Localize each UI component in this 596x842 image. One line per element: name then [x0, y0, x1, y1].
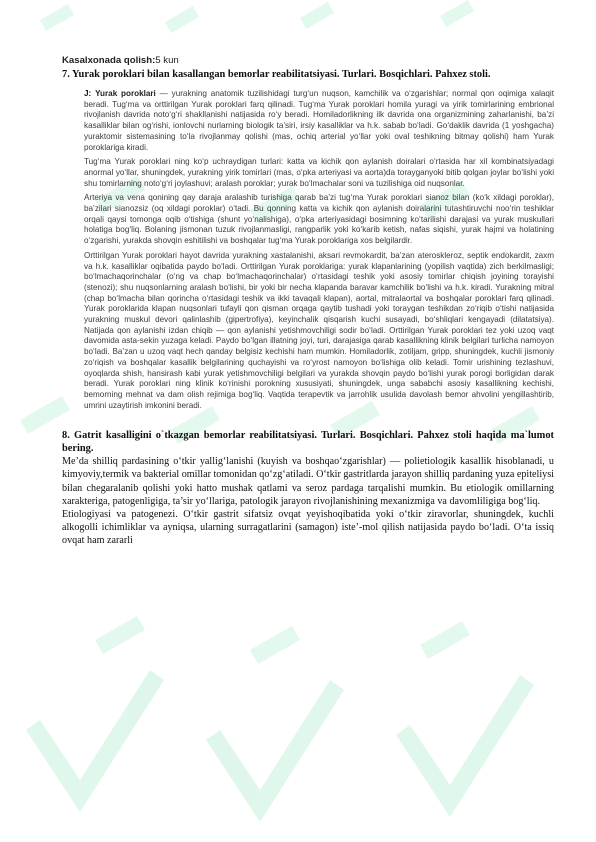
question-8-paragraph-1: Me’da shilliq pardasining o‘tkir yallig‘lanishi (kuyish va boshqao‘zgarishlar) — polietiologik kasallik hisoblanadi, u kimyoviy,termik va bakterial omillar tomonidan qo‘zg‘atiladi. O‘tkir gastritlarda jarayon shilliq pardaning yuza epiteliysi bilan chegaralanib qolishi yoki hatto mushak qatlami va seroz pardaga tarqalishi mumkin. Bu etiologik omillarning xarakteriga, patogenligiga, ta’sir yo‘llariga, patologik jarayon rivojlanishining mexanizmiga va davomliligiga bog‘liq.: [62, 456, 554, 507]
page-content: [62, 55, 554, 547]
question-7-heading: 7. Yurak poroklari bilan kasallangan bemorlar reabilitatsiyasi. Turlari. Bosqichlari. Pahxez stoli.: [62, 69, 491, 80]
question-8-heading: 8. Gatrit kasalligini o`tkazgan bemorlar reabilitatsiyasi. Turlari. Bosqichlari. Pahxez stoli haqida ma`lumot bering.: [62, 430, 554, 455]
answer-paragraph-4: Orttirilgan Yurak poroklari hayot davrida yurakning xastalanishi, aksari revmokardit, ba’zan ateroskleroz, septik endokardit, zaxm va h.k. kasalliklar oqibatida paydo bo‘ladi. Orttirilgan Yurak poroklariga: yurak klapanlarining (yopilish vaqtida) zich berkilmasligi; bo‘lmachaqorinchalar (o‘ng va chap bo‘lmachaqorinchalar) o‘rtasidagi teshik yoki asosiy tomirlar chiqish joyining torayishi (stenozi); shu nuqsonlarning aralash bo‘lishi, bir yoki bir necha klapanda baravar kamchilik bo‘lishi va h.k. kiradi. Yurakning mitral (chap bo‘lmacha bilan qorincha o‘rtasidagi teshik va ikki tavaqali klapan), aortal, mitralaortal va boshqalar poroklari farq qilinadi. Yurak poroklarida klapan nuqsonlari tufayli qon qisman orqaga qaytib tushadi yoki toraygan teshikdan zo‘riqib o‘tishi natijasida yurakning muskul devori qalinlashib (gipertrofiya), keyinchalik qisqarish kuchi susayadi, bo‘shliqlari kengayadi (dilatatsiya). Natijada qon aylanishi izdan chiqib — qon aylanishi yetishmovchiligi sodir bo‘ladi. Orttirilgan Yurak poroklari tez yoki uzoq vaqt davomida asta-sekin yuzaga keladi. Paydo bo‘lgan illatning joyi, turi, darajasiga qarab kasallikning klinik belgilari turlicha namoyon bo‘ladi. Ba’zan u uzoq vaqt hech qanday belgisiz kechishi ham mumkin. Homiladorlik, zotiljam, gripp, shuningdek, kuchli jismoniy zo‘riqish va boshqalar kasallik belgilarining quchayishi va ro‘yrost namoyon bo‘lishiga olib keladi. Tomir urishining tezlashuvi, oyoqlarda shish, hansirash kabi yurak yetishmovchiligi belgilari va yurakda shovqin paydo bo‘lishi yurak porogi borligidan darak beradi. Yurak poroklari ning klinik ko‘rinishi porokning xususiyati, shuningdek, unga sababchi asosiy kasallikning kechishi, bemorning mehnat va dam olish rejimiga bog‘liq. Vaqtida terapevtik va jarrohlik usulida davolash bemor ahvolini yengillashtirib, umrini uzaytirish imkonini beradi.: [84, 250, 554, 410]
question-8-paragraph-2: Etiologiyasi va patogenezi. O‘tkir gastrit sifatsiz ovqat yeyishoqibatida yoki o‘tkir ziravorlar, shuningdek, kuchli alkogolli ichimliklar va ayniqsa, ularning surragatlarini (samagon) iste’-mol qilish natijasida paydo bo‘ladi. O‘ta issiq ovqat ham zararli: [62, 508, 554, 546]
hospital-stay-label: Kasalxonada qolish:: [62, 55, 156, 66]
question-7-answer: [84, 89, 554, 411]
answer-paragraph-1: [84, 89, 554, 153]
answer-paragraph-1-text: — yurakning anatomik tuzilishidagi turg‘un nuqson, kamchilik va o‘zgarishlar; normal qon oqimiga xalaqit beradi. Tug‘ma va orttirilgan Yurak poroklari farq qilinadi. Tug‘ma Yurak poroklari homila yuragi va yirik tomirlarining embrional rivojlanish davrida noto‘g‘ri shakllanishi natijasida ro‘y beradi. Homiladorlikning ilk davrida ona organizmining zaharlanishi, ba’zi kasalliklar bilan og‘rishi, ionlovchi nurlarning biologik ta’siri, irsiy kasalliklar va h.k. sabab bo‘ladi. Go‘daklik davrida (1 yoshgacha) yuraktomir sistemasining to‘la rivojlanmay qolishi (mas, ochiq arterial yo‘llar yoki oval teshikning bitmay qolishi) ham Yurak poroklariga kiradi.: [84, 89, 554, 152]
hospital-stay-line: [62, 55, 554, 66]
answer-marker: J:: [84, 89, 92, 98]
answer-paragraph-3: Arteriya va vena qonining qay daraja aralashib turishiga qarab ba’zi tug‘ma Yurak poroklari sianoz bilan (ko‘k xildagi poroklar), ba’zilari sianozsiz (oq xildagi poroklar) o‘tadi. Bu qonning katta va kichik qon aylanish doiralarini tutashtiruvchi noo‘rin teshiklar orqali qaysi tomonga oqib o‘tishiga (shunt yo‘nalishiga), o‘pka arteriyasidagi bosimning ko‘tarilishi darajasi va yurak muskullari holatiga bog‘liq. Bolaning jismonan tuzuk rivojlanmasligi, rangparlik yoki ko‘karib ketish, nafas siqishi, yurak hajmi va holatining o‘zgarishi, yurakda shovqin eshitilishi va boshqalar tug‘ma Yurak poroklariga xos belgilardir.: [84, 193, 554, 246]
question-8-section: [62, 429, 554, 547]
answer-paragraph-2: Tug‘ma Yurak poroklari ning ko‘p uchraydigan turlari: katta va kichik qon aylanish doiralari o‘rtasida har xil kombinatsiyadagi anormal yo‘llar, shuningdek, yurakning yirik tomirlari (mas, o‘pka arteriyasi va aorta)da torayganyoki bitib qolgan joylar bo‘lishi yoki shu tomirlarning noto‘g‘ri joylashuvi; aralash poroklar; yurak bo‘lmachalar soni va tuzilishiga oid nuqsonlar.: [84, 157, 554, 188]
hospital-stay-value: 5 kun: [155, 55, 179, 66]
answer-term: Yurak poroklari: [95, 89, 156, 98]
